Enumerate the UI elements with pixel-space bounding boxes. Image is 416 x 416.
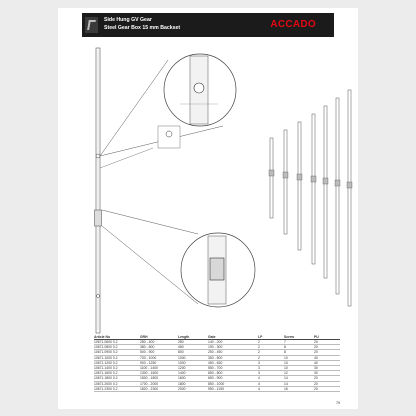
cell: 900 - 1250 — [140, 360, 157, 365]
cell: 10 — [284, 360, 288, 365]
cell: 14 — [284, 376, 288, 381]
cell: 30 — [314, 366, 318, 371]
rail-bolt-top — [96, 154, 100, 158]
leader-bottom-a — [102, 210, 198, 234]
cell: 20 — [314, 386, 318, 391]
leader-mid — [100, 148, 153, 168]
cell: 40 — [314, 360, 318, 365]
cell: 950 - 1150 — [208, 386, 224, 391]
cell: 10671.0800 0.2 — [94, 345, 118, 350]
cell: 2000 — [178, 386, 186, 391]
title-line-1: Side Hung GV Gear — [104, 17, 152, 23]
cell: 280 - 400 — [140, 340, 155, 345]
page-number: 79 — [336, 401, 340, 405]
col-gate: Gate — [208, 334, 216, 339]
table-row — [94, 387, 340, 392]
cell: 1600 — [178, 376, 186, 381]
cell: 8 — [284, 345, 286, 350]
gear-variant-2 — [284, 130, 287, 234]
cell: 20 — [314, 350, 318, 355]
cell: 1400 — [178, 371, 186, 376]
header-bar — [82, 13, 334, 37]
spec-table — [94, 334, 340, 392]
catalog-page — [58, 8, 358, 409]
cell: 16 — [284, 386, 288, 391]
col-length: Length — [178, 334, 190, 339]
cell: 500 - 900 — [140, 350, 155, 355]
cell: 650 - 800 — [208, 371, 223, 376]
gear-variant-boxes — [269, 170, 352, 188]
cell: 1200 — [178, 366, 186, 371]
detail-mid-roller — [166, 131, 172, 137]
cell: 1000 — [178, 355, 186, 360]
cell: 14 — [284, 381, 288, 386]
cell: 1500 - 1800 — [140, 376, 159, 381]
col-pu: PU — [314, 334, 319, 339]
gear-variant-4 — [312, 114, 315, 264]
cell: 40 — [314, 355, 318, 360]
cell: 10 — [284, 366, 288, 371]
cell: 10 — [284, 355, 288, 360]
cell: 1100 - 1400 — [140, 366, 158, 371]
rail-mechanism — [95, 210, 102, 226]
cell: 190 - 300 — [208, 345, 223, 350]
cell: 4 — [258, 376, 260, 381]
col-grh: GRH — [140, 334, 148, 339]
cell: 3 — [258, 366, 260, 371]
cell: 800 — [178, 350, 184, 355]
cell: 550 - 700 — [208, 366, 223, 371]
cell: 10671.2300 0.2 — [94, 386, 118, 391]
cell: 1300 - 1600 — [140, 371, 159, 376]
cell: 20 — [314, 345, 318, 350]
col-lp: LP — [258, 334, 263, 339]
cell: 10671.1200 0.2 — [94, 360, 118, 365]
cell: 1800 — [178, 381, 186, 386]
cell: 1820 - 2300 — [140, 386, 159, 391]
col-article: Article No — [94, 334, 111, 339]
cell: 10671.2000 0.2 — [94, 381, 118, 386]
rail-bolt-bottom — [97, 295, 100, 298]
cell: 850 - 1000 — [208, 381, 225, 386]
cell: 2 — [258, 340, 260, 345]
cell: 10671.0900 0.2 — [94, 350, 118, 355]
cell: 2 — [258, 345, 260, 350]
cell: 20 — [314, 381, 318, 386]
cell: 20 — [314, 376, 318, 381]
cell: 1000 — [178, 360, 186, 365]
cell: 10671.1800 0.2 — [94, 376, 118, 381]
gear-variant-5 — [324, 106, 327, 278]
detail-bottom-gearbox — [210, 258, 224, 280]
cell: 8 — [284, 350, 286, 355]
gear-variant-7 — [348, 90, 351, 306]
technical-drawing — [58, 38, 358, 334]
cell: 450 - 630 — [208, 360, 223, 365]
cell: 650 - 900 — [208, 376, 223, 381]
cell: 700 - 1000 — [140, 355, 157, 360]
cell: 12 — [284, 371, 288, 376]
cell: 250 - 450 — [208, 350, 223, 355]
cell: 2 — [258, 350, 260, 355]
cell: 4 — [258, 386, 260, 391]
cell: 350 - 500 — [208, 355, 223, 360]
cell: 140 - 200 — [208, 340, 223, 345]
cell: 2 — [258, 355, 260, 360]
cell: 10671.1400 0.2 — [94, 366, 118, 371]
cell: 20 — [314, 340, 318, 345]
cell: 3 — [258, 360, 260, 365]
accado-logo-icon — [85, 17, 98, 33]
cell: 10671.1000 0.2 — [94, 355, 118, 360]
cell: 7 — [284, 340, 286, 345]
gear-variant-6 — [336, 98, 339, 294]
detail-top-pin — [194, 83, 204, 93]
brand-name: ACCADO — [270, 19, 316, 30]
cell: 380 - 600 — [140, 345, 155, 350]
gear-variant-3 — [298, 122, 301, 250]
cell: 450 — [178, 345, 184, 350]
cell: 3 — [258, 371, 260, 376]
title-line-2: Steel Gear Box 15 mm Backset — [104, 25, 181, 31]
cell: 10671.0600 0.2 — [94, 340, 118, 345]
cell: 10671.1600 0.2 — [94, 371, 118, 376]
col-screw: Screw — [284, 334, 294, 339]
cell: 280 — [178, 340, 184, 345]
cell: 4 — [258, 381, 260, 386]
cell: 1700 - 2000 — [140, 381, 159, 386]
gear-variants — [270, 90, 351, 306]
cell: 30 — [314, 371, 318, 376]
gear-variant-1 — [270, 138, 273, 218]
